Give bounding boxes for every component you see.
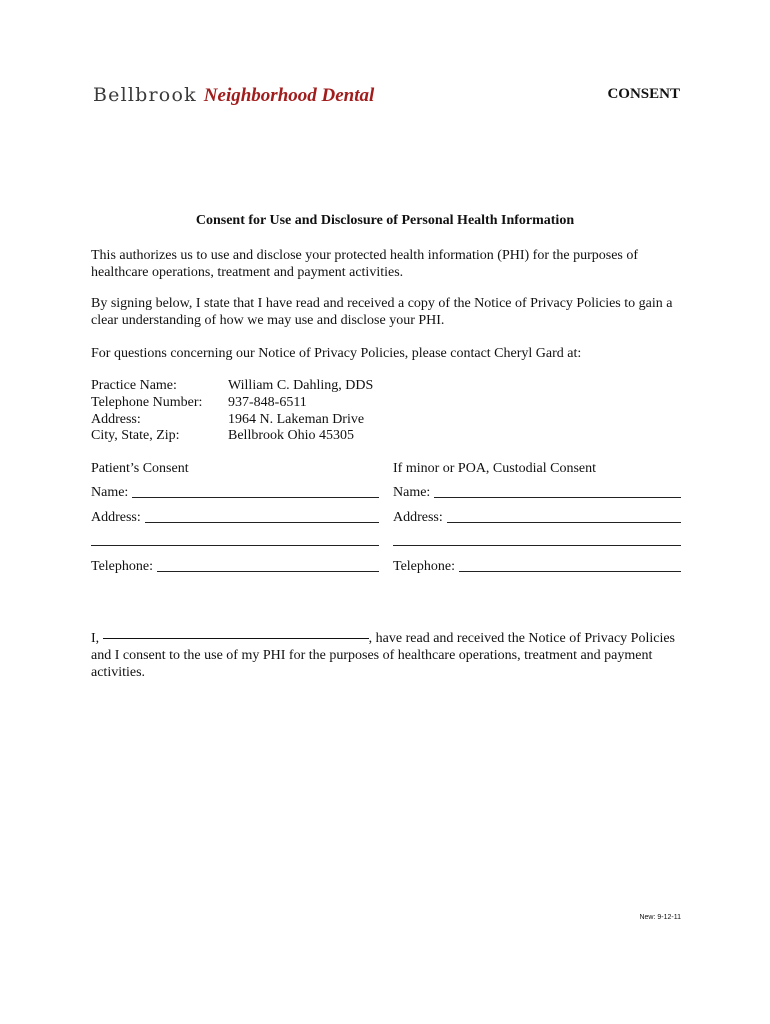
- revision-date: New: 9-12-11: [639, 914, 681, 921]
- patient-address-field[interactable]: [91, 508, 379, 526]
- statement-body: , have read and received the Notice of Privacy Policies and I consent to the use of my PHI for the purposes of healthcare operations, treatment and payment activities.: [91, 631, 675, 680]
- patient-telephone-field[interactable]: [91, 557, 379, 575]
- practice-city-value: Bellbrook Ohio 45305: [228, 428, 354, 443]
- custodial-name-label: Name:: [393, 485, 431, 500]
- logo-word-bellbrook: Bellbrook: [93, 84, 197, 106]
- patient-name-line[interactable]: [132, 497, 379, 498]
- practice-name-label: Practice Name:: [91, 378, 177, 393]
- patient-consent-heading: Patient’s Consent: [91, 461, 189, 476]
- authorization-paragraph: This authorizes us to use and disclose your protected health information (PHI) for the purposes of healthcare operations, treatment and payment activities.: [91, 248, 639, 280]
- practice-address-row: [91, 411, 364, 428]
- consent-heading: CONSENT: [607, 86, 680, 102]
- patient-address-line-2[interactable]: [91, 545, 379, 546]
- patient-address-line[interactable]: [145, 522, 379, 523]
- statement-prefix: I,: [91, 631, 100, 646]
- custodial-address-line[interactable]: [447, 522, 681, 523]
- practice-city-row: [91, 427, 354, 444]
- practice-phone-label: Telephone Number:: [91, 395, 203, 410]
- logo-word-neighborhood-dental: Neighborhood Dental: [203, 85, 375, 106]
- custodial-name-field[interactable]: [393, 483, 681, 501]
- document-title: Consent for Use and Disclosure of Personal Health Information: [195, 213, 575, 228]
- practice-phone-value: 937-848-6511: [228, 395, 307, 410]
- custodial-telephone-label: Telephone:: [393, 559, 455, 574]
- patient-name-label: Name:: [91, 485, 129, 500]
- consent-statement: [91, 630, 681, 681]
- acknowledgement-paragraph: By signing below, I state that I have read and received a copy of the Notice of Privacy Policies to gain a clear understanding of how we may use and disclose your PHI.: [91, 296, 673, 328]
- custodial-consent-heading: If minor or POA, Custodial Consent: [393, 461, 596, 476]
- practice-city-label: City, State, Zip:: [91, 428, 180, 443]
- patient-telephone-label: Telephone:: [91, 559, 153, 574]
- practice-address-value: 1964 N. Lakeman Drive: [228, 412, 365, 427]
- contact-paragraph: For questions concerning our Notice of Privacy Policies, please contact Cheryl Gard at:: [91, 346, 582, 361]
- signer-name-line[interactable]: [103, 638, 369, 639]
- custodial-telephone-line[interactable]: [459, 571, 681, 572]
- patient-name-field[interactable]: [91, 483, 379, 501]
- practice-name-value: William C. Dahling, DDS: [228, 378, 374, 393]
- practice-name-row: [91, 377, 373, 394]
- custodial-address-line-2[interactable]: [393, 545, 681, 546]
- practice-address-label: Address:: [91, 412, 141, 427]
- practice-phone-row: [91, 394, 307, 411]
- custodial-address-field[interactable]: [393, 508, 681, 526]
- practice-logo: [93, 83, 374, 109]
- patient-address-label: Address:: [91, 510, 141, 525]
- patient-telephone-line[interactable]: [157, 571, 379, 572]
- custodial-name-line[interactable]: [434, 497, 681, 498]
- custodial-address-label: Address:: [393, 510, 443, 525]
- custodial-telephone-field[interactable]: [393, 557, 681, 575]
